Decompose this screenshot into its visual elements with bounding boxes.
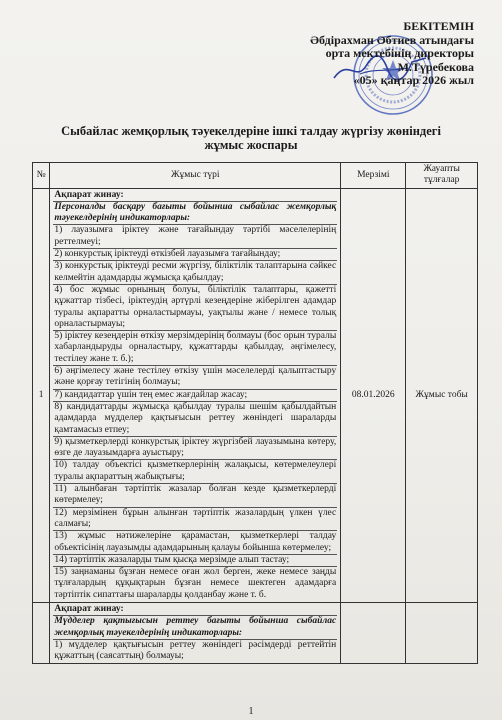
section-heading: Ақпарат жинау: — [54, 603, 124, 614]
header-responsible: Жауапты тұлғалар — [406, 163, 478, 189]
indicator-item: 5) іріктеу кезеңдерін өткізу мерзімдерінің болмауы (бос орын туралы хабарландыруды орналастыру, құжаттарды қабылдау, әңгімелесу, тестілеу және т. б.); — [54, 331, 337, 364]
responsible-cell — [406, 602, 478, 663]
row-number: 1 — [33, 188, 50, 602]
approval-heading: БЕКІТЕМІН — [403, 19, 474, 33]
work-plan-table — [32, 162, 478, 664]
header-deadline: Мерзімі — [341, 163, 406, 189]
indicator-list — [53, 604, 337, 662]
deadline-cell — [341, 602, 406, 663]
indicator-item: 3) конкурстық іріктеуді ресми жүргізу, біліктілік талаптарына сәйкес келмейтін адамдарды жұмысқа қабылдау; — [54, 261, 337, 283]
table-header-row — [33, 163, 478, 189]
approval-block — [284, 20, 474, 88]
section-subheading: Мүдделер қақтығысын реттеу бағыты бойынша сыбайлас жемқорлық тәуекелдерінің индикаторлары: — [54, 616, 337, 638]
document-title — [0, 124, 502, 152]
indicator-item: 15) заңнаманы бұзған немесе оған жол берген, жеке немесе заңды тұлғалардың құқықтарын бұзған немесе шектеген адамдарға тәртіптік сипаттағы шараларды қолданбау және т. б. — [54, 567, 337, 600]
title-line: жұмыс жоспары — [204, 138, 298, 152]
indicator-item: 14) тәртіптік жазаларды тым қысқа мерзімде алып тастау; — [53, 554, 337, 566]
header-work-type: Жұмыс түрі — [50, 163, 341, 189]
indicator-item: 4) бос жұмыс орнының болуы, біліктілік талаптары, қажетті құжаттар тізбесі, іріктеудің әртүрлі кезеңдеріне жіберілген адамдар туралы ақпаратты орналастырмауы, уақтылы және / немесе толық орналастырмауы; — [54, 284, 337, 329]
approval-line: орта мектебінің директоры — [325, 46, 474, 60]
responsible-cell: Жұмыс тобы — [406, 188, 478, 602]
indicator-list — [53, 190, 337, 601]
approval-line: М.Түребекова — [397, 59, 474, 74]
section-subheading: Персоналды басқару бағыты бойынша сыбайлас жемқорлық тәуекелдерінің индикаторлары: — [54, 201, 337, 224]
table-row — [33, 188, 478, 602]
deadline-cell: 08.01.2026 — [341, 188, 406, 602]
indicator-item: 1) мүдделер қақтығысын реттеу жөніндегі рәсімдерді реттейтін құжаттың (саясаттың) болмауы; — [54, 639, 337, 662]
indicator-item: 6) әңгімелесу және тестілеу өткізу үшін мәселелерді қалыптастыру және қорғау тетігінің болмауы; — [54, 366, 337, 388]
header-number: № — [33, 163, 50, 189]
indicator-item: 2) конкурстық іріктеуді өткізбей лауазымға тағайындау; — [53, 248, 337, 260]
indicator-item: 8) кандидаттарды жұмысқа қабылдау туралы шешім қабылдайтын адамдарда мүдделер қақтығысын реттеу жөніндегі шараларды қамтамасыз етпеу; — [54, 401, 337, 435]
indicator-item: 11) алынбаған тәртіптік жазалар болған кезде қызметкерлерді көтермелеу; — [54, 484, 337, 506]
approval-date: «05» қаңтар 2026 жыл — [353, 73, 474, 87]
table-row — [33, 602, 478, 663]
title-line: Сыбайлас жемқорлық тәуекелдеріне ішкі талдау жүргізу жөніндегі — [61, 124, 441, 138]
indicator-item: 13) жұмыс нәтижелеріне қарамастан, қызметкерлері талдау объектісінің лауазымды адамдарының қалауы бойынша көтермелеу; — [54, 531, 337, 553]
work-description — [50, 188, 341, 602]
row-number — [33, 602, 50, 663]
indicator-item: 7) кандидаттар үшін тең емес жағдайлар жасау; — [53, 389, 337, 401]
page-number: 1 — [248, 706, 254, 717]
work-description — [50, 602, 341, 663]
indicator-item: 10) талдау объектісі қызметкерлерінің жалақысы, көтермелеулері туралы ақпараттың жабықтығы; — [54, 460, 337, 482]
approval-line: Әбдірахман Әбтиев атындағы — [310, 32, 474, 47]
indicator-item: 9) қызметкерлерді конкурстық іріктеу жүргізбей лауазымына көтеру, өзге де лауазымдарға ауыстыру; — [54, 436, 337, 459]
indicator-item: 1) лауазымға іріктеу және тағайындау тәртібі мәселелерінің реттелмеуі; — [54, 225, 337, 247]
indicator-item: 12) мерзімінен бұрын алынған тәртіптік жазалардың үлкен үлес салмағы; — [54, 507, 337, 529]
section-heading: Ақпарат жинау: — [54, 189, 124, 200]
